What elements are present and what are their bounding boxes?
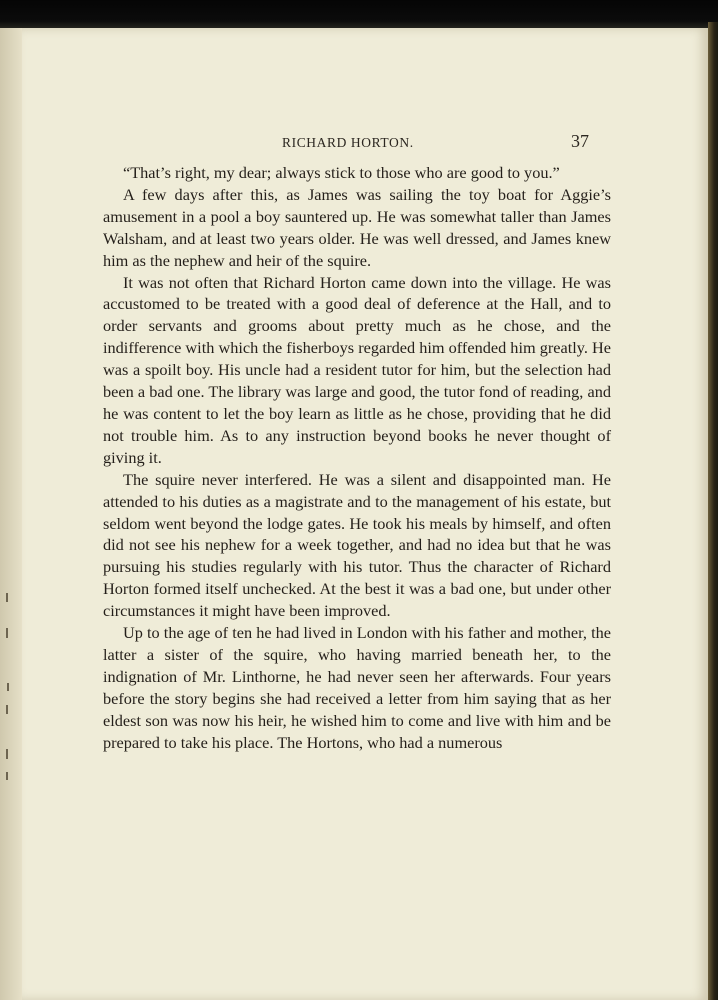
running-title: RICHARD HORTON. xyxy=(282,135,414,150)
margin-speck xyxy=(6,749,8,759)
margin-speck xyxy=(6,628,8,638)
book-page xyxy=(22,28,708,1000)
margin-speck xyxy=(7,683,9,691)
paragraph: A few days after this, as James was sailing the toy boat for Aggie’s amusement in a pool a boy sauntered up. He was somewhat taller than James Walsham, and at least two years older. He was well dressed, and James knew him as the nephew and heir of the squire. xyxy=(103,184,611,270)
paragraph: Up to the age of ten he had lived in London with his father and mother, the latter a sister of the squire, who having married beneath her, to the indignation of Mr. Linthorne, he had never seen her afterwards. Four years before the story begins she had received a letter from him saying that as her eldest son was now his heir, he wished him to come and live with him and be prepared to take his place. The Hortons, who had a numerous xyxy=(103,623,611,752)
page-left-edge xyxy=(0,28,23,1000)
book-binding-edge xyxy=(708,22,718,1000)
scan-top-border xyxy=(0,0,718,30)
page-number: 37 xyxy=(571,131,589,151)
margin-speck xyxy=(6,705,8,714)
margin-speck xyxy=(6,772,8,780)
body-text xyxy=(103,162,611,753)
margin-speck xyxy=(6,593,8,602)
paragraph: The squire never interfered. He was a silent and disappointed man. He attended to his duties as a magistrate and to the management of his estate, but seldom went beyond the lodge gates. He took his meals by himself, and often did not see his nephew for a week together, and had no idea but that he was pursuing his studies regularly with his tutor. Thus the character of Richard Horton formed itself unchecked. At the best it was a bad one, but under other circumstances it might have been improved. xyxy=(103,469,611,621)
paragraph: It was not often that Richard Horton came down into the village. He was accustomed to be treated with a good deal of deference at the Hall, and to order servants and grooms about pretty much as he chose, and the indifference with which the fisherboys regarded him offended him greatly. He was a spoilt boy. His uncle had a resident tutor for him, but the selection had been a bad one. The library was large and good, the tutor fond of reading, and he was content to let the boy learn as little as he chose, providing that he did not trouble him. As to any instruction beyond books he never thought of giving it. xyxy=(103,272,611,467)
running-head xyxy=(22,131,708,155)
paragraph: “That’s right, my dear; always stick to those who are good to you.” xyxy=(123,163,560,182)
